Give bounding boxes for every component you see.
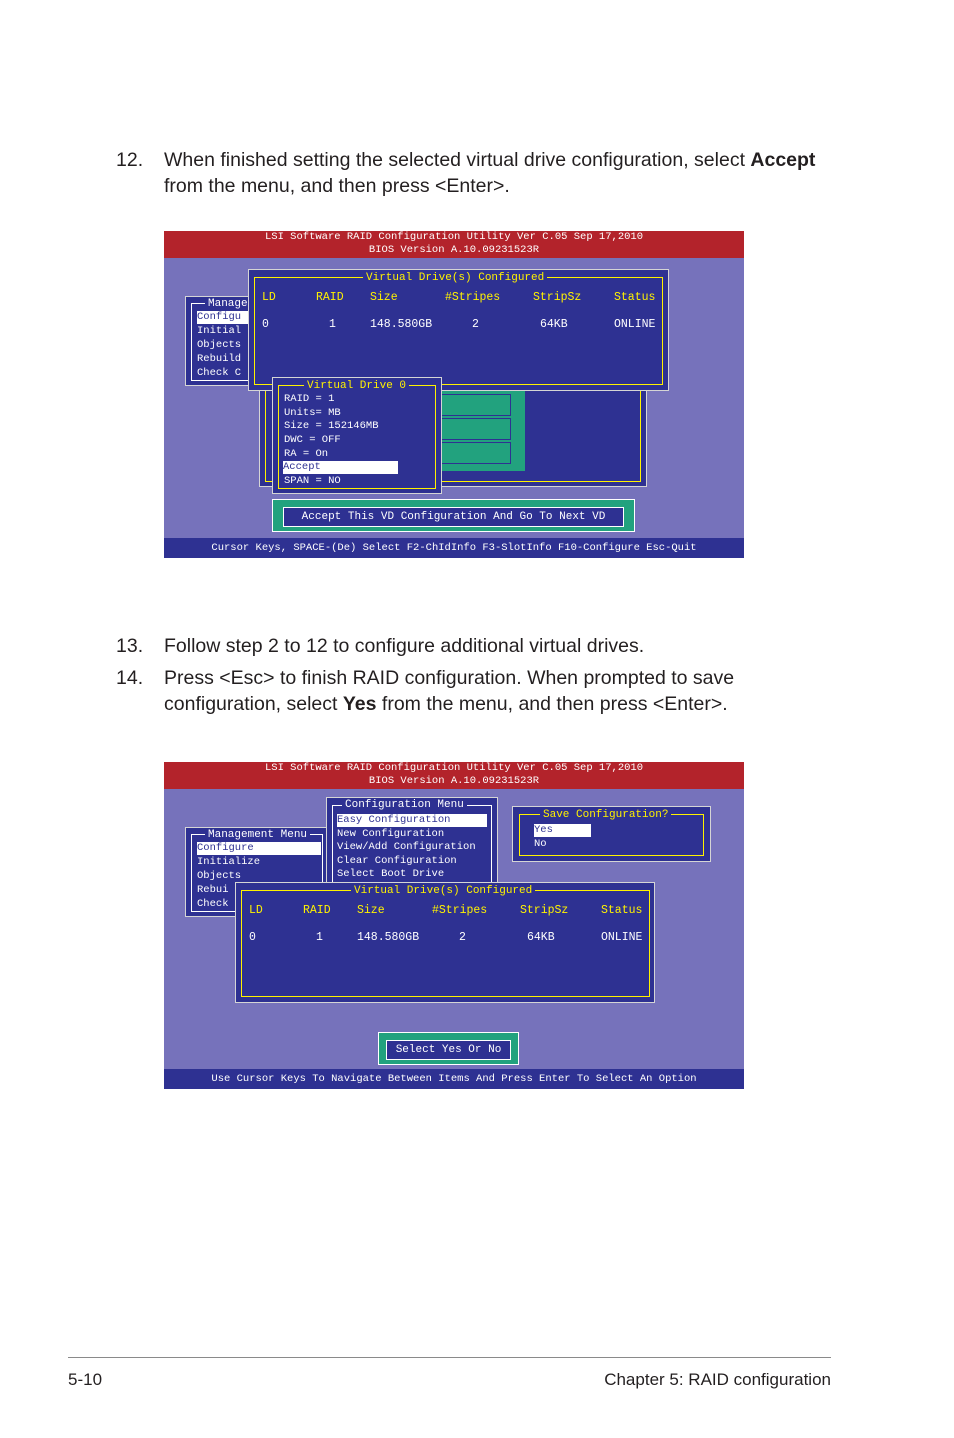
virtual-drives-title: Virtual Drive(s) Configured — [351, 885, 535, 897]
vd0-dwc[interactable]: DWC = OFF — [284, 434, 341, 446]
col-status: Status — [614, 291, 656, 304]
bios-title-bar: LSI Software RAID Configuration Utility Ver C.05 Sep 17,2010 BIOS Version A.10.09231523R — [164, 762, 744, 789]
menu-item-rebuild[interactable]: Rebuild — [197, 353, 242, 365]
footer-rule — [68, 1357, 831, 1358]
virtual-drives-window — [235, 882, 655, 1003]
bios-status-bar: Cursor Keys, SPACE-(De) Select F2-ChIdInfo F3-SlotInfo F10-Configure Esc-Quit — [164, 538, 744, 558]
vd0-size[interactable]: Size = 152146MB — [284, 420, 379, 432]
step-text: Press <Esc> to finish RAID configuration. When prompted to save configuration, select Yes from the menu, and then press <Enter>. — [164, 667, 735, 715]
step-text: When finished setting the selected virtual drive configuration, select Accept from the menu, and then press <Enter>. — [164, 149, 816, 197]
col-raid: RAID — [303, 904, 331, 917]
vd0-span[interactable]: SPAN = NO — [284, 475, 341, 487]
step-number: 14. — [116, 667, 144, 689]
virtual-drive-0-window — [272, 377, 442, 494]
menu-item-initialize[interactable]: Initial — [197, 325, 242, 337]
vd0-accept[interactable]: Accept — [283, 461, 398, 474]
save-configuration-title: Save Configuration? — [540, 809, 671, 821]
menu-item-objects[interactable]: Objects — [197, 870, 242, 882]
virtual-drives-window — [248, 269, 669, 391]
cell-raid: 1 — [329, 318, 336, 331]
vd0-ra[interactable]: RA = On — [284, 448, 329, 460]
config-item-clear[interactable]: Clear Configuration — [337, 855, 457, 867]
col-stripes: #Stripes — [445, 291, 501, 304]
config-item-boot-drive[interactable]: Select Boot Drive — [337, 868, 445, 880]
vd0-raid[interactable]: RAID = 1 — [284, 393, 335, 405]
col-status: Status — [601, 904, 643, 917]
config-item-easy[interactable]: Easy Configuration — [337, 814, 487, 827]
menu-item-objects[interactable]: Objects — [197, 339, 242, 351]
cell-ld: 0 — [262, 318, 269, 331]
cell-ld: 0 — [249, 931, 256, 944]
chapter-title: Chapter 5: RAID configuration — [604, 1370, 831, 1389]
page-number: 5-10 — [68, 1370, 103, 1389]
save-configuration-dialog — [512, 806, 711, 862]
col-stripsz: StripSz — [520, 904, 569, 917]
step-text: Follow step 2 to 12 to configure additional virtual drives. — [164, 635, 645, 657]
cell-raid: 1 — [316, 931, 323, 944]
array-drive-slots — [435, 391, 525, 471]
cell-stripsz: 64KB — [540, 318, 568, 331]
cell-stripes: 2 — [459, 931, 466, 944]
cell-size: 148.580GB — [357, 931, 420, 944]
menu-item-configure[interactable]: Configure — [197, 842, 321, 855]
menu-item-check[interactable]: Check — [197, 898, 229, 910]
save-option-yes[interactable]: Yes — [534, 824, 591, 837]
cell-stripsz: 64KB — [527, 931, 555, 944]
cell-status: ONLINE — [614, 318, 656, 331]
menu-item-check[interactable]: Check C — [197, 367, 242, 379]
configuration-menu-title: Configuration Menu — [342, 799, 467, 811]
vd0-units[interactable]: Units= MB — [284, 407, 341, 419]
bios-screenshot-accept — [164, 231, 744, 558]
management-menu-title: Management Menu — [205, 829, 310, 841]
col-size: Size — [357, 904, 385, 917]
cell-stripes: 2 — [472, 318, 479, 331]
col-stripes: #Stripes — [432, 904, 488, 917]
bios-title-bar: LSI Software RAID Configuration Utility Ver C.05 Sep 17,2010 BIOS Version A.10.09231523R — [164, 231, 744, 258]
cell-status: ONLINE — [601, 931, 643, 944]
menu-item-rebuild[interactable]: Rebui — [197, 884, 229, 896]
cell-size: 148.580GB — [370, 318, 433, 331]
bios-screenshot-save — [164, 762, 744, 1089]
menu-item-configure[interactable]: Configu — [197, 311, 257, 324]
col-raid: RAID — [316, 291, 344, 304]
accept-vd-prompt[interactable]: Accept This VD Configuration And Go To Next VD — [283, 507, 624, 527]
management-menu-title: Manage — [205, 298, 251, 310]
menu-item-initialize[interactable]: Initialize — [197, 856, 261, 868]
step-number: 13. — [116, 635, 144, 657]
virtual-drives-title: Virtual Drive(s) Configured — [363, 272, 547, 284]
col-stripsz: StripSz — [533, 291, 582, 304]
col-ld: LD — [262, 291, 276, 304]
config-item-new[interactable]: New Configuration — [337, 828, 445, 840]
step-number: 12. — [116, 149, 144, 171]
bios-status-bar: Use Cursor Keys To Navigate Between Items And Press Enter To Select An Option — [164, 1069, 744, 1089]
col-size: Size — [370, 291, 398, 304]
col-ld: LD — [249, 904, 263, 917]
virtual-drive-0-title: Virtual Drive 0 — [304, 380, 409, 392]
config-item-view-add[interactable]: View/Add Configuration — [337, 841, 476, 853]
save-option-no[interactable]: No — [534, 838, 547, 850]
select-yes-no-prompt[interactable]: Select Yes Or No — [386, 1040, 511, 1060]
